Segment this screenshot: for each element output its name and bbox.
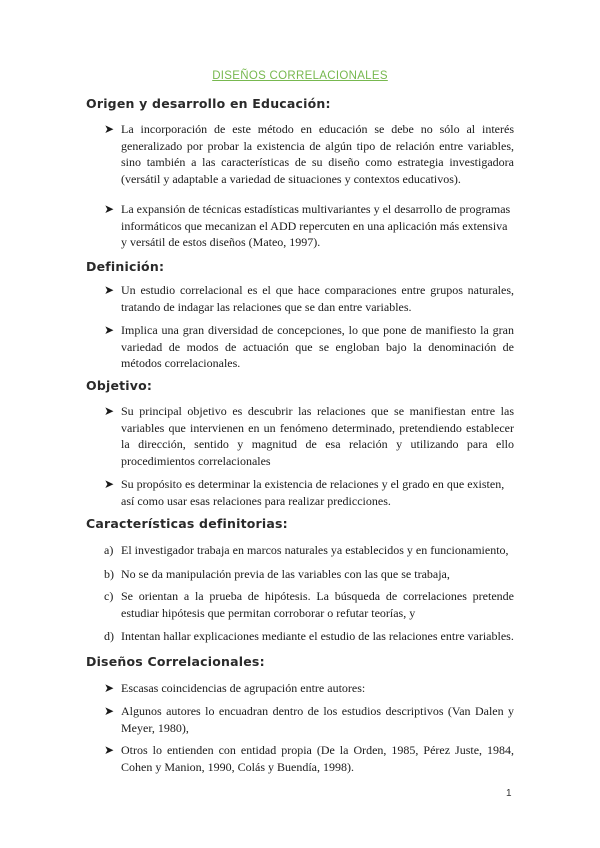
list-item	[104, 703, 514, 736]
heading-objetivo: Objetivo:	[86, 378, 153, 393]
list-item-text: Algunos autores lo encuadran dentro de los estudios descriptivos (Van Dalen y Meyer, 1980),	[121, 704, 514, 735]
list-marker: c)	[104, 589, 114, 603]
list-item	[104, 742, 514, 775]
list-item	[104, 542, 514, 559]
list-item-text: Intentan hallar explicaciones mediante el estudio de las relaciones entre variables.	[121, 629, 514, 643]
list-marker: a)	[104, 543, 114, 557]
bullet-arrow-icon: ➤	[104, 681, 115, 695]
list-item	[104, 201, 514, 251]
list-item-text: Su principal objetivo es descubrir las relaciones que se manifiestan entre las variables que intervienen en un fenómeno determinado, pretendiendo establecer la dirección, sentido y magnitud de esa relación y utilizando para ello procedimientos correlacionales	[121, 404, 514, 468]
bullet-arrow-icon: ➤	[104, 404, 115, 418]
list-item	[104, 121, 514, 187]
heading-disenos: Diseños Correlacionales:	[86, 654, 265, 669]
list-item	[104, 628, 514, 645]
bullet-arrow-icon: ➤	[104, 704, 115, 718]
list-item	[104, 566, 514, 583]
list-item-text: Un estudio correlacional es el que hace comparaciones entre grupos naturales, tratando de indagar las relaciones que se dan entre variables.	[121, 283, 514, 314]
document-title: DISEÑOS CORRELACIONALES	[212, 70, 388, 82]
list-item-text: La expansión de técnicas estadísticas multivariantes y el desarrollo de programas informáticos que mecanizan el ADD repercuten en una aplicación más extensiva y versátil de estos diseños (Mateo, 1997).	[121, 202, 511, 249]
list-item-text: El investigador trabaja en marcos naturales ya establecidos y en funcionamiento,	[121, 543, 509, 557]
list-item	[104, 476, 514, 509]
bullet-arrow-icon: ➤	[104, 323, 115, 337]
bullet-arrow-icon: ➤	[104, 477, 115, 491]
bullet-arrow-icon: ➤	[104, 283, 115, 297]
bullet-arrow-icon: ➤	[104, 122, 115, 136]
list-item	[104, 403, 514, 469]
list-marker: b)	[104, 567, 114, 581]
bullet-arrow-icon: ➤	[104, 202, 115, 216]
list-item-text: Escasas coincidencias de agrupación entre autores:	[121, 681, 366, 695]
heading-origen: Origen y desarrollo en Educación:	[86, 96, 331, 111]
page-number: 1	[506, 788, 512, 799]
list-item-text: Otros lo entienden con entidad propia (De la Orden, 1985, Pérez Juste, 1984, Cohen y Manion, 1990, Colás y Buendía, 1998).	[121, 743, 514, 774]
list-item	[104, 282, 514, 315]
list-item	[104, 322, 514, 372]
list-item	[104, 680, 514, 697]
list-item-text: No se da manipulación previa de las variables con las que se trabaja,	[121, 567, 450, 581]
list-item-text: Implica una gran diversidad de concepciones, lo que pone de manifiesto la gran variedad de modos de actuación que se engloban bajo la denominación de métodos correlacionales.	[121, 323, 514, 370]
heading-caracteristicas: Características definitorias:	[86, 516, 288, 531]
heading-definicion: Definición:	[86, 259, 165, 274]
list-item	[104, 588, 514, 621]
list-item-text: Se orientan a la prueba de hipótesis. La búsqueda de correlaciones pretende estudiar hipótesis que permitan corroborar o refutar teorías, y	[121, 589, 514, 620]
list-marker: d)	[104, 629, 114, 643]
bullet-arrow-icon: ➤	[104, 743, 115, 757]
list-item-text: La incorporación de este método en educación se debe no sólo al interés generalizado por probar la existencia de algún tipo de relación entre variables, sino también a las características de su diseño como estrategia investigadora (versátil y adaptable a variedad de situaciones y contextos educativos).	[121, 122, 514, 186]
list-item-text: Su propósito es determinar la existencia de relaciones y el grado en que existen, así como usar esas relaciones para realizar predicciones.	[121, 477, 505, 508]
